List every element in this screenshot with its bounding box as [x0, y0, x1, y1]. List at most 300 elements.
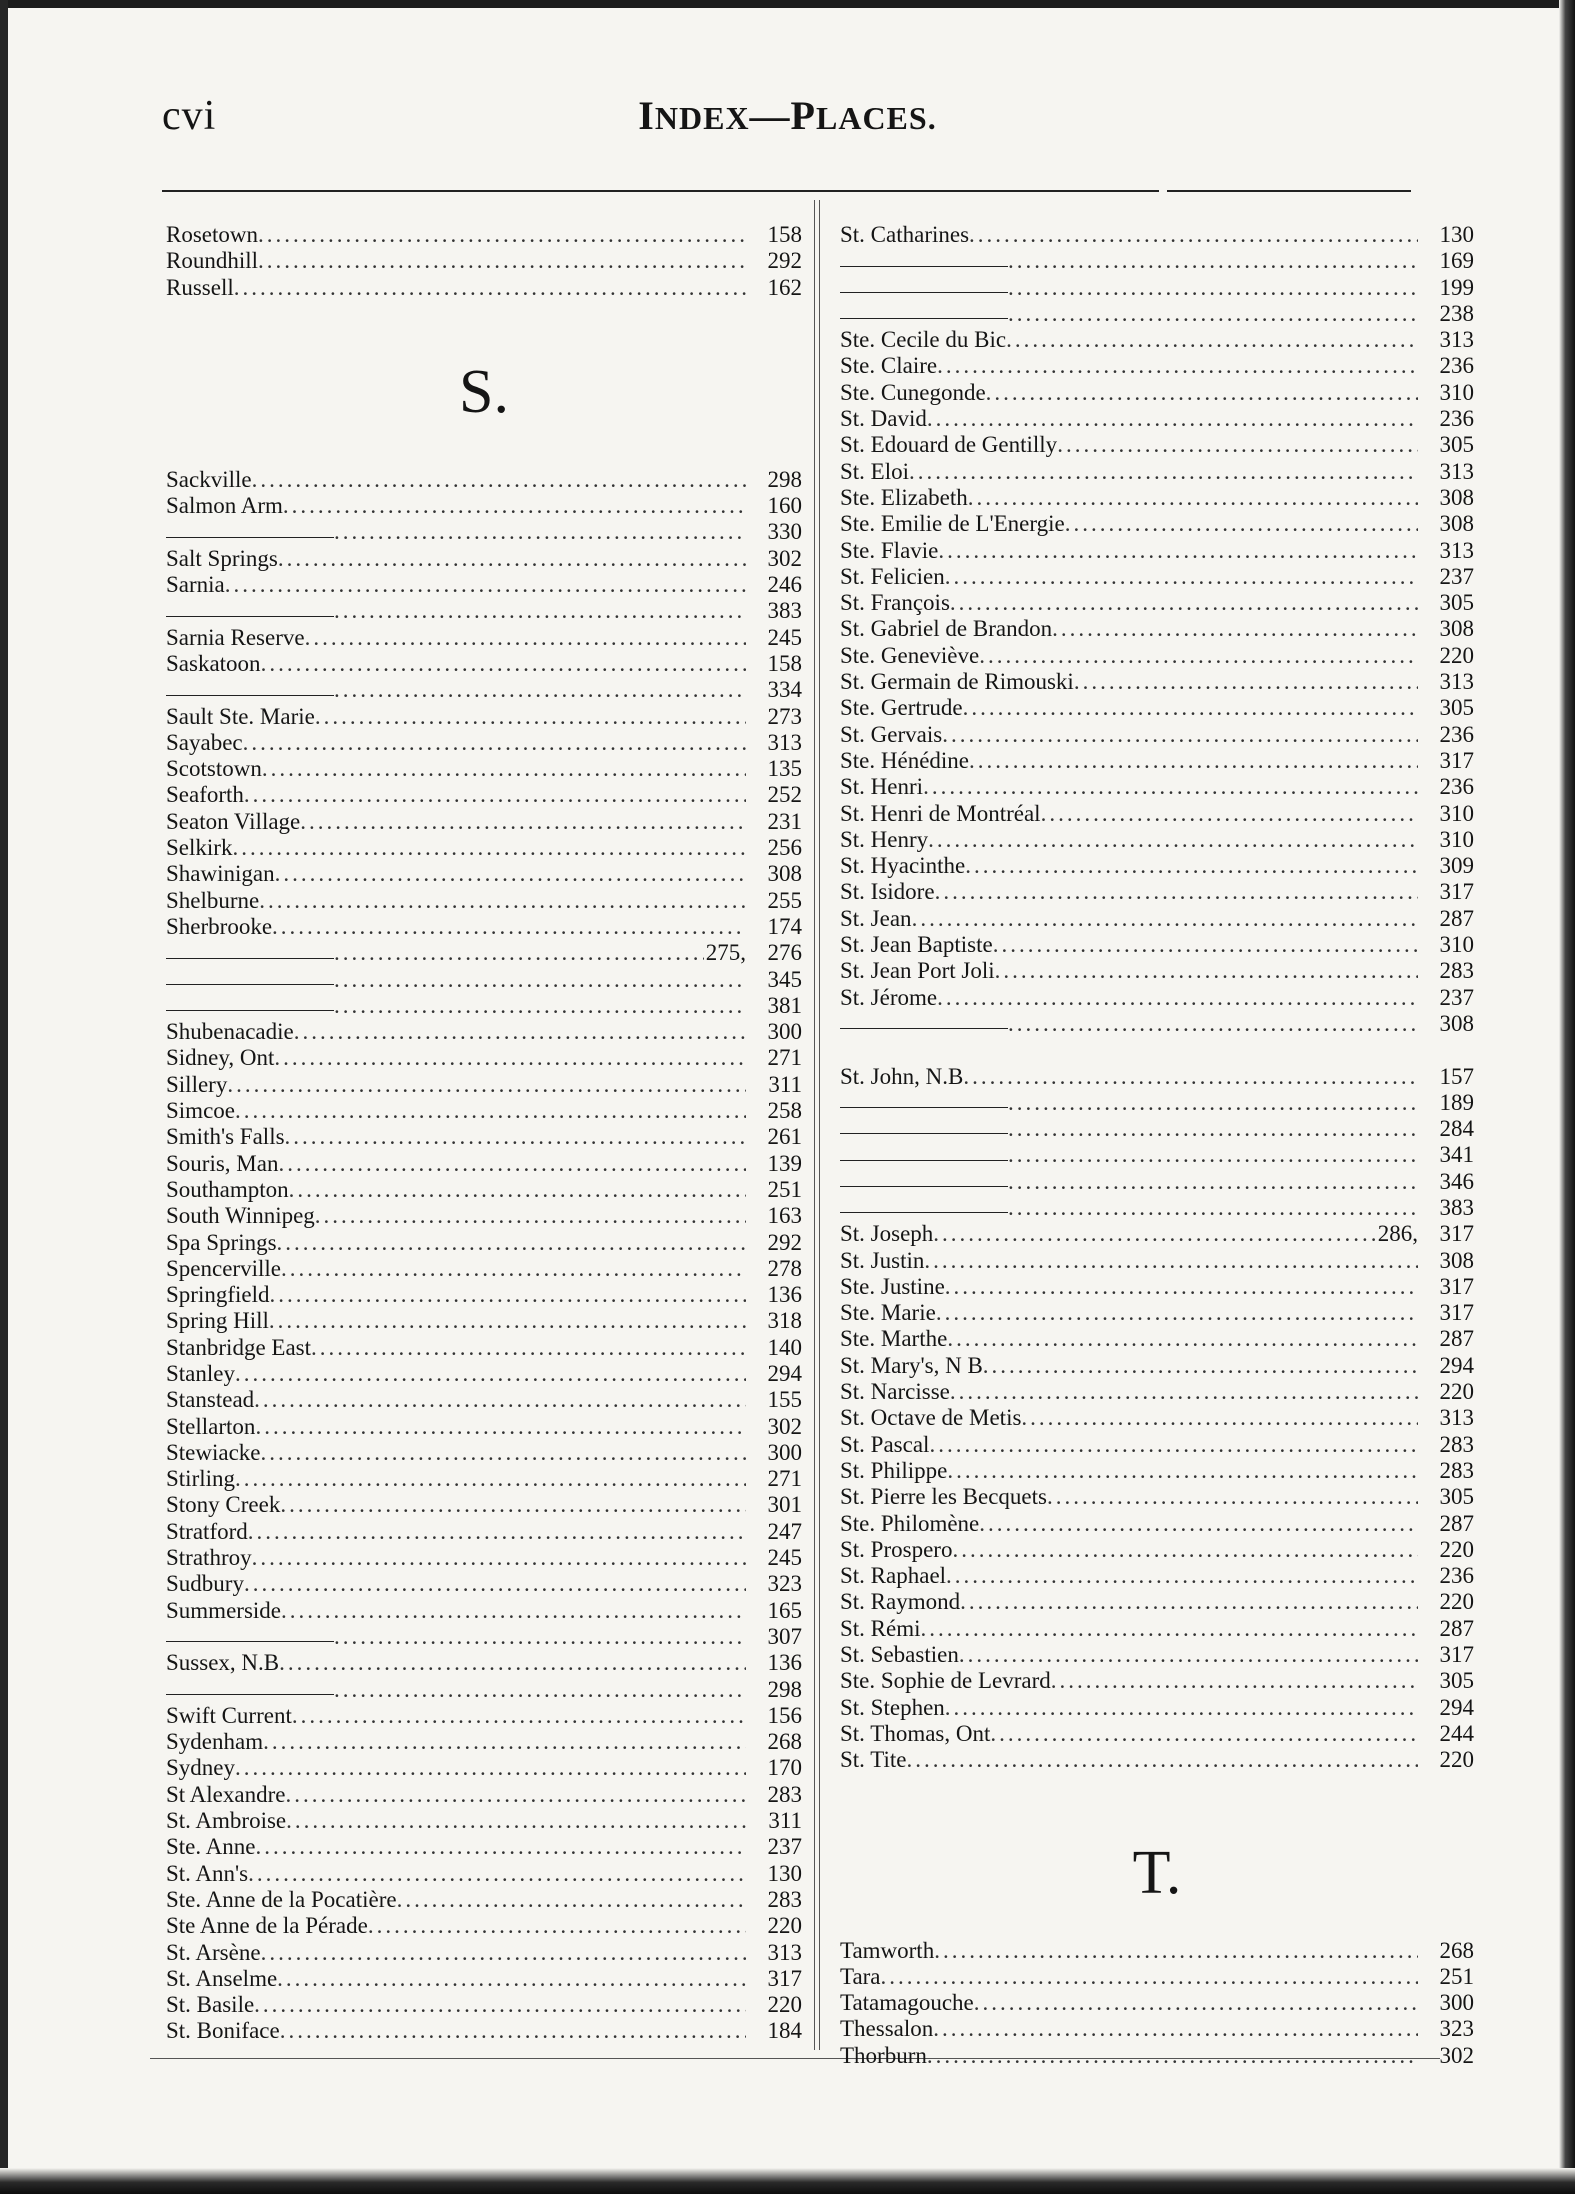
dot-leader: [270, 1282, 747, 1308]
scan-edge-top: [0, 0, 1575, 8]
dot-leader: [979, 643, 1418, 669]
place-name: Stratford: [166, 1518, 248, 1544]
page-ref: 139: [767, 1150, 802, 1176]
index-entry: [840, 406, 1474, 432]
page-ref: 383: [767, 598, 802, 624]
dot-leader: [942, 722, 1418, 748]
index-entry: [166, 248, 802, 274]
dot-leader: [933, 1221, 1375, 1247]
page-ref: 298: [767, 466, 802, 492]
index-entry: [166, 1913, 802, 1939]
page-ref: 220: [1439, 1747, 1474, 1773]
dot-leader: [259, 888, 746, 914]
place-name: St. Isidore: [840, 879, 935, 905]
page-ref: 313: [1439, 458, 1474, 484]
dot-leader: [1008, 1116, 1418, 1142]
index-entry: [166, 1703, 802, 1729]
index-entry: [840, 669, 1474, 695]
index-entry: [166, 1598, 802, 1624]
index-entry: [166, 651, 802, 677]
dot-leader: [1008, 1195, 1418, 1221]
dot-leader: [277, 1230, 746, 1256]
place-name: Saskatoon: [166, 650, 261, 676]
dot-leader: [258, 222, 746, 248]
index-entry: [840, 1274, 1474, 1300]
index-entry: [840, 2043, 1474, 2069]
page-ref: 294: [1439, 1352, 1474, 1378]
dot-leader: [1021, 1405, 1418, 1431]
dot-leader: [235, 1755, 746, 1781]
dot-leader: [986, 380, 1418, 406]
page-ref: 318: [767, 1308, 802, 1334]
dot-leader: [280, 2018, 746, 2044]
page-ref: 313: [1439, 327, 1474, 353]
index-entry: [840, 1064, 1474, 1090]
dot-leader: [279, 1650, 746, 1676]
page-ref: 302: [1439, 2042, 1474, 2068]
page-ref: 307: [767, 1623, 802, 1649]
index-entry: [840, 906, 1474, 932]
index-entry: [840, 1011, 1474, 1037]
place-name: Ste. Claire: [840, 353, 938, 379]
index-entry: [840, 1990, 1474, 2016]
dot-leader: [258, 248, 746, 274]
dot-leader: [261, 651, 746, 677]
index-entry: [840, 1695, 1474, 1721]
page-ref: 184: [767, 2018, 802, 2044]
dot-leader: [254, 1387, 746, 1413]
place-name: Sussex, N.B: [166, 1650, 280, 1676]
index-entry: [166, 835, 802, 861]
title-rest-1: NDEX: [654, 100, 750, 136]
dot-leader: [927, 2043, 1418, 2069]
extra-page-ref: 286,: [1377, 1221, 1418, 1247]
index-entry: [840, 1379, 1474, 1405]
place-name: Sayabec: [166, 729, 243, 755]
ditto-rule: [166, 1694, 334, 1695]
index-entry: [166, 1808, 802, 1834]
spacer: [840, 1037, 1474, 1063]
page-ref: 300: [767, 1439, 802, 1465]
index-entry: [840, 616, 1474, 642]
place-name: Sidney, Ont: [166, 1045, 275, 1071]
page-ref: 381: [767, 992, 802, 1018]
index-entry: [840, 353, 1474, 379]
page-ref: 292: [767, 248, 802, 274]
place-name: Stellarton: [166, 1413, 256, 1439]
place-name: St. Boniface: [166, 2018, 280, 2044]
page-ref: 158: [767, 650, 802, 676]
page-ref: 308: [1439, 484, 1474, 510]
index-entry: [166, 1256, 802, 1282]
place-name: Sillery: [166, 1071, 228, 1097]
place-name: Swift Current: [166, 1702, 292, 1728]
page-ref: 317: [1439, 1642, 1474, 1668]
index-entry: [840, 432, 1474, 458]
dot-leader: [254, 1992, 746, 2018]
index-entry: [166, 1072, 802, 1098]
page-ref: 317: [1439, 747, 1474, 773]
page-ref: 313: [1439, 1405, 1474, 1431]
place-name: Ste. Cunegonde: [840, 379, 986, 405]
place-name: Thessalon: [840, 2016, 934, 2042]
page-ref: 158: [767, 222, 802, 247]
page-ref: 258: [767, 1098, 802, 1124]
dot-leader: [263, 1729, 746, 1755]
dot-leader: [368, 1913, 746, 1939]
place-name: Summerside: [166, 1597, 281, 1623]
index-entry: [166, 572, 802, 598]
index-entry: [840, 222, 1474, 248]
dot-leader: [974, 1990, 1418, 2016]
page-ref: 220: [767, 1992, 802, 2018]
index-entry: [840, 275, 1474, 301]
page-ref: 256: [767, 835, 802, 861]
dot-leader: [1008, 301, 1418, 327]
place-name: St. Joseph: [840, 1221, 934, 1247]
ditto-rule: [166, 537, 334, 538]
index-entry: [840, 748, 1474, 774]
index-entry: [840, 1938, 1474, 1964]
page-title: [0, 92, 1575, 139]
section-letter-s: S.: [459, 357, 509, 426]
index-entry: [840, 1432, 1474, 1458]
place-name: Sydney: [166, 1755, 235, 1781]
place-name: Sydenham: [166, 1729, 264, 1755]
dot-leader: [947, 1326, 1418, 1352]
place-name: St. Sebastien: [840, 1642, 959, 1668]
index-entry: [166, 1308, 802, 1334]
page-ref: 252: [767, 782, 802, 808]
dot-leader: [334, 598, 746, 624]
index-entry: [166, 704, 802, 730]
page-ref: 311: [768, 1808, 802, 1834]
dot-leader: [315, 1203, 746, 1229]
place-name: St. Ambroise: [166, 1808, 287, 1834]
dot-leader: [1008, 1142, 1418, 1168]
index-entry: [840, 879, 1474, 905]
place-name: Ste. Philomène: [840, 1510, 980, 1536]
place-name: St. Henri de Montréal: [840, 800, 1041, 826]
place-name: St. Jean Port Joli: [840, 958, 995, 984]
page-ref: 236: [1439, 1563, 1474, 1589]
dot-leader: [292, 1703, 746, 1729]
dot-leader: [243, 730, 746, 756]
index-entry: [840, 327, 1474, 353]
header-rule: [1167, 190, 1411, 192]
index-entry: [166, 1282, 802, 1308]
page-ref: 300: [1439, 1990, 1474, 2016]
ditto-rule: [840, 318, 1008, 319]
place-name: Roundhill: [166, 248, 259, 274]
ditto-rule: [840, 1107, 1008, 1108]
page-ref: 199: [1439, 274, 1474, 300]
dot-leader: [921, 1616, 1418, 1642]
ditto-rule: [166, 958, 334, 959]
page-ref: 301: [767, 1492, 802, 1518]
dot-leader: [261, 1440, 746, 1466]
column-divider: [814, 200, 820, 2050]
index-entry: [840, 564, 1474, 590]
page-ref: 236: [1439, 721, 1474, 747]
title-rest-2: LACES.: [815, 100, 937, 136]
place-name: Salmon Arm: [166, 493, 283, 519]
page-ref: 237: [1439, 563, 1474, 589]
page-ref: 346: [1439, 1168, 1474, 1194]
page-ref: 251: [1439, 1963, 1474, 1989]
place-name: St. Jean: [840, 905, 912, 931]
page-ref: 268: [1439, 1937, 1474, 1963]
dot-leader: [935, 879, 1418, 905]
index-entry: [166, 625, 802, 651]
index-entry: [166, 1545, 802, 1571]
dot-leader: [881, 1964, 1418, 1990]
page-ref: 298: [767, 1676, 802, 1702]
place-name: Stewiacke: [166, 1439, 261, 1465]
index-entry: [840, 985, 1474, 1011]
dot-leader: [227, 1072, 746, 1098]
index-entry: [840, 590, 1474, 616]
index-entry: [166, 1124, 802, 1150]
place-name: Ste. Cecile du Bic: [840, 327, 1007, 353]
ditto-rule: [166, 616, 334, 617]
dot-leader: [244, 782, 746, 808]
page-ref: 174: [767, 913, 802, 939]
index-entry: [840, 1537, 1474, 1563]
page-ref: 300: [767, 1019, 802, 1045]
title-separator: —: [749, 93, 791, 138]
ditto-rule: [840, 292, 1008, 293]
page-ref: 317: [1439, 1221, 1474, 1247]
index-entry: [166, 519, 802, 545]
dot-leader: [1052, 616, 1418, 642]
page-ref: 220: [767, 1913, 802, 1939]
dot-leader: [305, 625, 746, 651]
index-entry: [840, 248, 1474, 274]
dot-leader: [1008, 248, 1418, 274]
place-name: Sherbrooke: [166, 913, 273, 939]
dot-leader: [281, 1256, 746, 1282]
index-entry: [166, 1440, 802, 1466]
dot-leader: [255, 1834, 746, 1860]
index-entry: [166, 1782, 802, 1808]
dot-leader: [938, 538, 1418, 564]
dot-leader: [1065, 511, 1418, 537]
page-ref: 309: [1439, 853, 1474, 879]
index-entry: [840, 958, 1474, 984]
spacer: [840, 1912, 1474, 1938]
page-ref: 237: [767, 1834, 802, 1860]
page-ref: 162: [767, 274, 802, 300]
index-entry: [840, 1747, 1474, 1773]
dot-leader: [937, 353, 1418, 379]
index-entry: [166, 1992, 802, 2018]
place-name: Ste. Elizabeth: [840, 484, 968, 510]
dot-leader: [1057, 432, 1418, 458]
page-ref: 231: [767, 808, 802, 834]
dot-leader: [934, 1938, 1418, 1964]
page-ref: 136: [767, 1650, 802, 1676]
index-entry: [840, 1195, 1474, 1221]
index-entry: [166, 1045, 802, 1071]
index-entry: [166, 1887, 802, 1913]
page-ref: 302: [767, 545, 802, 571]
page-ref: 287: [1439, 1615, 1474, 1641]
place-name: Spring Hill: [166, 1308, 269, 1334]
index-entry: [166, 1624, 802, 1650]
place-name: Tatamagouche: [840, 1990, 974, 2016]
page-ref: 310: [1439, 800, 1474, 826]
place-name: Ste. Marthe: [840, 1326, 948, 1352]
page-ref: 165: [767, 1597, 802, 1623]
ditto-rule: [840, 1186, 1008, 1187]
dot-leader: [963, 695, 1418, 721]
dot-leader: [280, 1492, 746, 1518]
dot-leader: [1008, 1011, 1418, 1037]
page-ref: 313: [1439, 669, 1474, 695]
place-name: Strathroy: [166, 1545, 252, 1571]
ditto-rule: [840, 1212, 1008, 1213]
place-name: Thorburn: [840, 2042, 927, 2068]
dot-leader: [225, 572, 746, 598]
index-entry: [166, 1203, 802, 1229]
index-entry: [840, 932, 1474, 958]
page-ref: 313: [767, 729, 802, 755]
dot-leader: [235, 1466, 746, 1492]
dot-leader: [1051, 1668, 1418, 1694]
place-name: St. François: [840, 590, 950, 616]
place-name: Tamworth: [840, 1937, 935, 1963]
dot-leader: [234, 275, 746, 301]
dot-leader: [235, 1098, 746, 1124]
dot-leader: [959, 1642, 1418, 1668]
dot-leader: [1008, 1090, 1418, 1116]
place-name: Souris, Man: [166, 1150, 279, 1176]
page-ref: 308: [1439, 1247, 1474, 1273]
page-ref: 294: [767, 1360, 802, 1386]
index-entry: [840, 1248, 1474, 1274]
index-entry: [166, 1387, 802, 1413]
place-name: Stanbridge East: [166, 1334, 311, 1360]
page-ref: 135: [767, 756, 802, 782]
dot-leader: [952, 1537, 1418, 1563]
dot-leader: [334, 967, 746, 993]
dot-leader: [255, 1414, 746, 1440]
dot-leader: [1008, 275, 1418, 301]
page-ref: 287: [1439, 1510, 1474, 1536]
page-ref: 302: [767, 1413, 802, 1439]
index-entry: [840, 1142, 1474, 1168]
place-name: St. Catharines: [840, 222, 970, 247]
dot-leader: [965, 853, 1418, 879]
page-ref: 271: [767, 1466, 802, 1492]
index-entry: [166, 546, 802, 572]
place-name: South Winnipeg: [166, 1203, 315, 1229]
dot-leader: [300, 809, 746, 835]
index-entry: [166, 756, 802, 782]
place-name: Selkirk: [166, 835, 233, 861]
page-ref: 313: [1439, 537, 1474, 563]
place-name: Ste. Anne de la Pocatière: [166, 1886, 397, 1912]
index-entry: [166, 967, 802, 993]
page-ref: 140: [767, 1334, 802, 1360]
dot-leader: [235, 1361, 746, 1387]
index-entry: [166, 493, 802, 519]
title-initial-1: I: [638, 93, 655, 138]
index-entry: [840, 1616, 1474, 1642]
place-name: Stanley: [166, 1360, 235, 1386]
page-ref: 292: [767, 1229, 802, 1255]
place-name: St. Gervais: [840, 721, 943, 747]
place-name: St. Tite: [840, 1747, 907, 1773]
index-entry: [166, 809, 802, 835]
dot-leader: [274, 1045, 746, 1071]
index-entry: [840, 1721, 1474, 1747]
index-entry: [166, 1861, 802, 1887]
dot-leader: [334, 519, 746, 545]
dot-leader: [993, 932, 1418, 958]
dot-leader: [909, 459, 1418, 485]
place-name: St. Ann's: [166, 1860, 249, 1886]
dot-leader: [285, 1124, 746, 1150]
index-entry: [840, 380, 1474, 406]
index-entry: [166, 1519, 802, 1545]
header-rule: [162, 190, 1159, 192]
place-name: Ste. Geneviève: [840, 642, 980, 668]
place-name: Smith's Falls: [166, 1124, 285, 1150]
page-ref: 236: [1439, 774, 1474, 800]
index-entry: [840, 538, 1474, 564]
dot-leader: [261, 1940, 746, 1966]
index-entry: [840, 301, 1474, 327]
page-ref: 294: [1439, 1694, 1474, 1720]
place-name: Stirling: [166, 1466, 236, 1492]
dot-leader: [272, 914, 746, 940]
place-name: St. Thomas, Ont: [840, 1720, 991, 1746]
place-name: Russell: [166, 274, 234, 300]
index-entry: [166, 598, 802, 624]
place-name: St. Pierre les Becquets: [840, 1484, 1047, 1510]
page-ref: 268: [767, 1729, 802, 1755]
dot-leader: [936, 1300, 1418, 1326]
page-ref: 313: [767, 1939, 802, 1965]
index-entry: [166, 275, 802, 301]
page-ref: 311: [768, 1071, 802, 1097]
place-name: St. Basile: [166, 1992, 255, 2018]
place-name: Sault Ste. Marie: [166, 703, 315, 729]
place-name: St. Rémi: [840, 1615, 921, 1641]
index-entry: [166, 940, 802, 966]
page-ref: 308: [767, 861, 802, 887]
dot-leader: [278, 546, 746, 572]
page-ref: 317: [767, 1965, 802, 1991]
page-ref: 305: [1439, 695, 1474, 721]
page-ref: 310: [1439, 379, 1474, 405]
index-entry: [166, 1940, 802, 1966]
place-name: Sarnia Reserve: [166, 624, 305, 650]
place-name: Stanstead: [166, 1387, 255, 1413]
dot-leader: [947, 1458, 1418, 1484]
index-entry: [840, 643, 1474, 669]
index-entry: [166, 861, 802, 887]
index-entry: [840, 1221, 1474, 1247]
page-ref: 341: [1439, 1142, 1474, 1168]
index-entry: [166, 1151, 802, 1177]
page-ref: 136: [767, 1282, 802, 1308]
dot-leader: [933, 2016, 1418, 2042]
scan-edge-bottom: [0, 2168, 1575, 2194]
index-entry: [840, 1964, 1474, 1990]
